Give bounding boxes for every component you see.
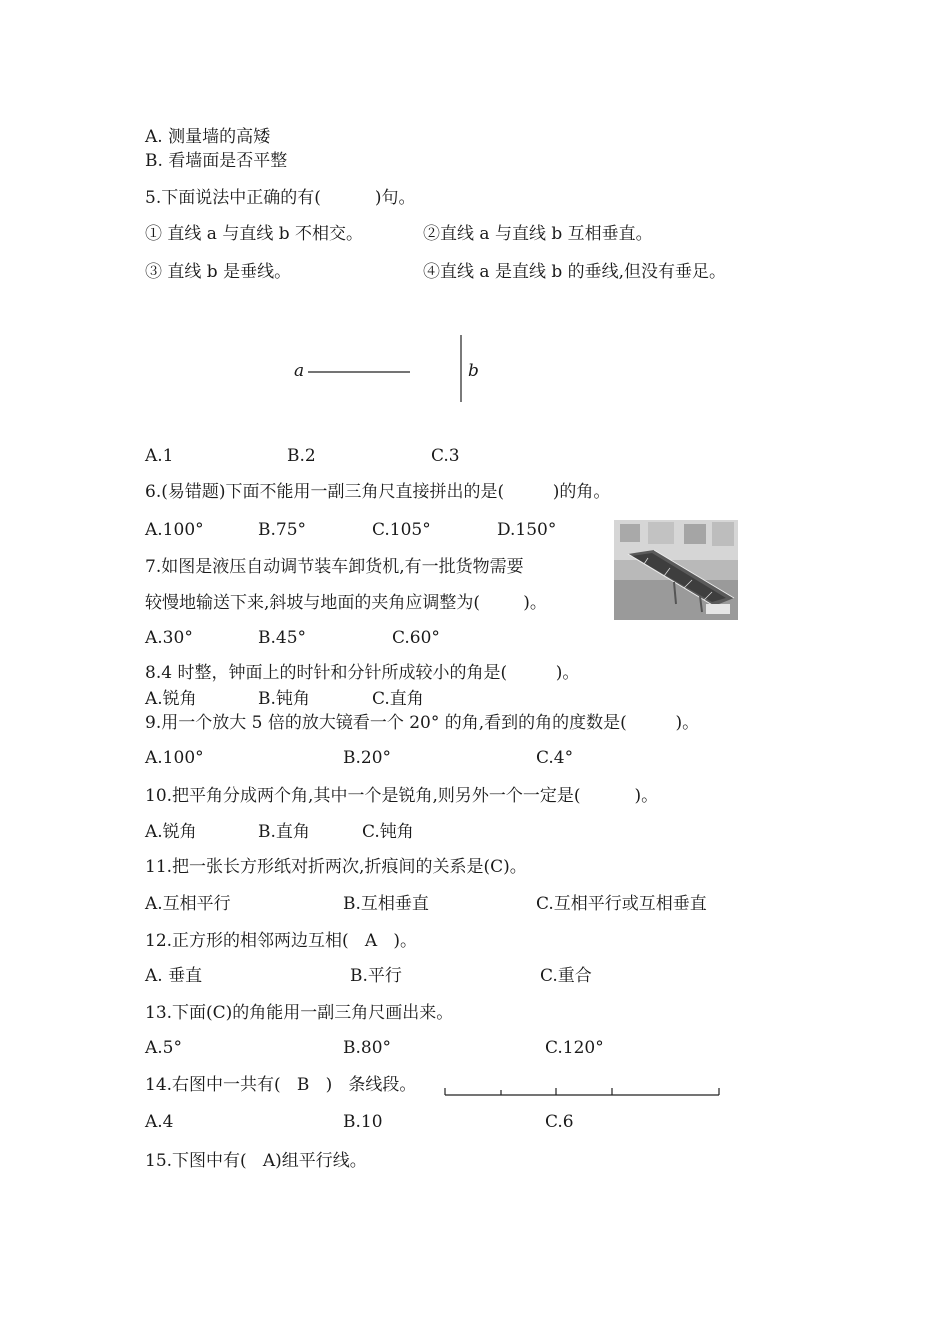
q6-option-a: A.100°	[145, 520, 204, 540]
q11-option-b: B.互相垂直	[343, 894, 429, 914]
q5-label-b: b	[468, 361, 479, 381]
q10-option-a: A.锐角	[145, 822, 197, 842]
q14-option-b: B.10	[343, 1112, 383, 1132]
q12-option-c: C.重合	[540, 966, 592, 986]
q10-stem: 10.把平角分成两个角,其中一个是锐角,则另外一个一定是( )。	[145, 786, 659, 806]
q7-stem-line1: 7.如图是液压自动调节装车卸货机,有一批货物需要	[145, 557, 524, 577]
q6-stem: 6.(易错题)下面不能用一副三角尺直接拼出的是( )的角。	[145, 482, 611, 502]
q7-option-a: A.30°	[145, 628, 193, 648]
q15-stem: 15.下图中有( A)组平行线。	[145, 1151, 367, 1171]
q13-option-c: C.120°	[545, 1038, 604, 1058]
q13-option-b: B.80°	[343, 1038, 392, 1058]
q9-option-a: A.100°	[145, 748, 204, 768]
q6-option-b: B.75°	[258, 520, 307, 540]
q9-option-b: B.20°	[343, 748, 392, 768]
q13-option-a: A.5°	[145, 1038, 182, 1058]
q4-option-b: B. 看墙面是否平整	[145, 151, 288, 171]
q11-option-a: A.互相平行	[145, 894, 231, 914]
q5-statement-1: ① 直线 a 与直线 b 不相交。	[145, 224, 364, 244]
q9-option-c: C.4°	[536, 748, 574, 768]
q11-stem: 11.把一张长方形纸对折两次,折痕间的关系是(C)。	[145, 857, 527, 877]
q5-option-c: C.3	[431, 446, 460, 466]
q5-option-b: B.2	[287, 446, 316, 466]
q8-option-a: A.锐角	[145, 689, 197, 709]
q11-option-c: C.互相平行或互相垂直	[536, 894, 707, 914]
q10-option-c: C.钝角	[362, 822, 414, 842]
q13-stem: 13.下面(C)的角能用一副三角尺画出来。	[145, 1003, 454, 1023]
loading-ramp-photo	[614, 520, 738, 620]
loading-ramp-illustration	[614, 520, 738, 620]
q6-option-c: C.105°	[372, 520, 431, 540]
q10-option-b: B.直角	[258, 822, 310, 842]
q6-option-d: D.150°	[497, 520, 557, 540]
q5-figure-lines	[280, 330, 500, 410]
q14-option-c: C.6	[545, 1112, 574, 1132]
q7-option-b: B.45°	[258, 628, 307, 648]
q12-option-b: B.平行	[350, 966, 402, 986]
q8-stem: 8.4 时整，钟面上的时针和分针所成较小的角是( )。	[145, 663, 580, 683]
q5-statement-4: ④直线 a 是直线 b 的垂线,但没有垂足。	[423, 262, 727, 282]
q14-option-a: A.4	[145, 1112, 174, 1132]
q8-option-b: B.钝角	[258, 689, 310, 709]
q7-stem-line2: 较慢地输送下来,斜坡与地面的夹角应调整为( )。	[145, 593, 547, 613]
q8-option-c: C.直角	[372, 689, 424, 709]
q14-segment-figure	[440, 1083, 725, 1103]
q5-stem: 5.下面说法中正确的有( )句。	[145, 188, 416, 208]
q12-stem: 12.正方形的相邻两边互相( A )。	[145, 931, 417, 951]
q5-statement-2: ②直线 a 与直线 b 互相垂直。	[423, 224, 653, 244]
q5-option-a: A.1	[145, 446, 174, 466]
q14-stem: 14.右图中一共有( B ) 条线段。	[145, 1075, 417, 1095]
q4-option-a: A. 测量墙的高矮	[145, 127, 271, 147]
q5-label-a: a	[294, 361, 305, 381]
q7-option-c: C.60°	[392, 628, 440, 648]
q12-option-a: A. 垂直	[145, 966, 203, 986]
q5-statement-3: ③ 直线 b 是垂线。	[145, 262, 292, 282]
q9-stem: 9.用一个放大 5 倍的放大镜看一个 20° 的角,看到的角的度数是( )。	[145, 713, 700, 733]
